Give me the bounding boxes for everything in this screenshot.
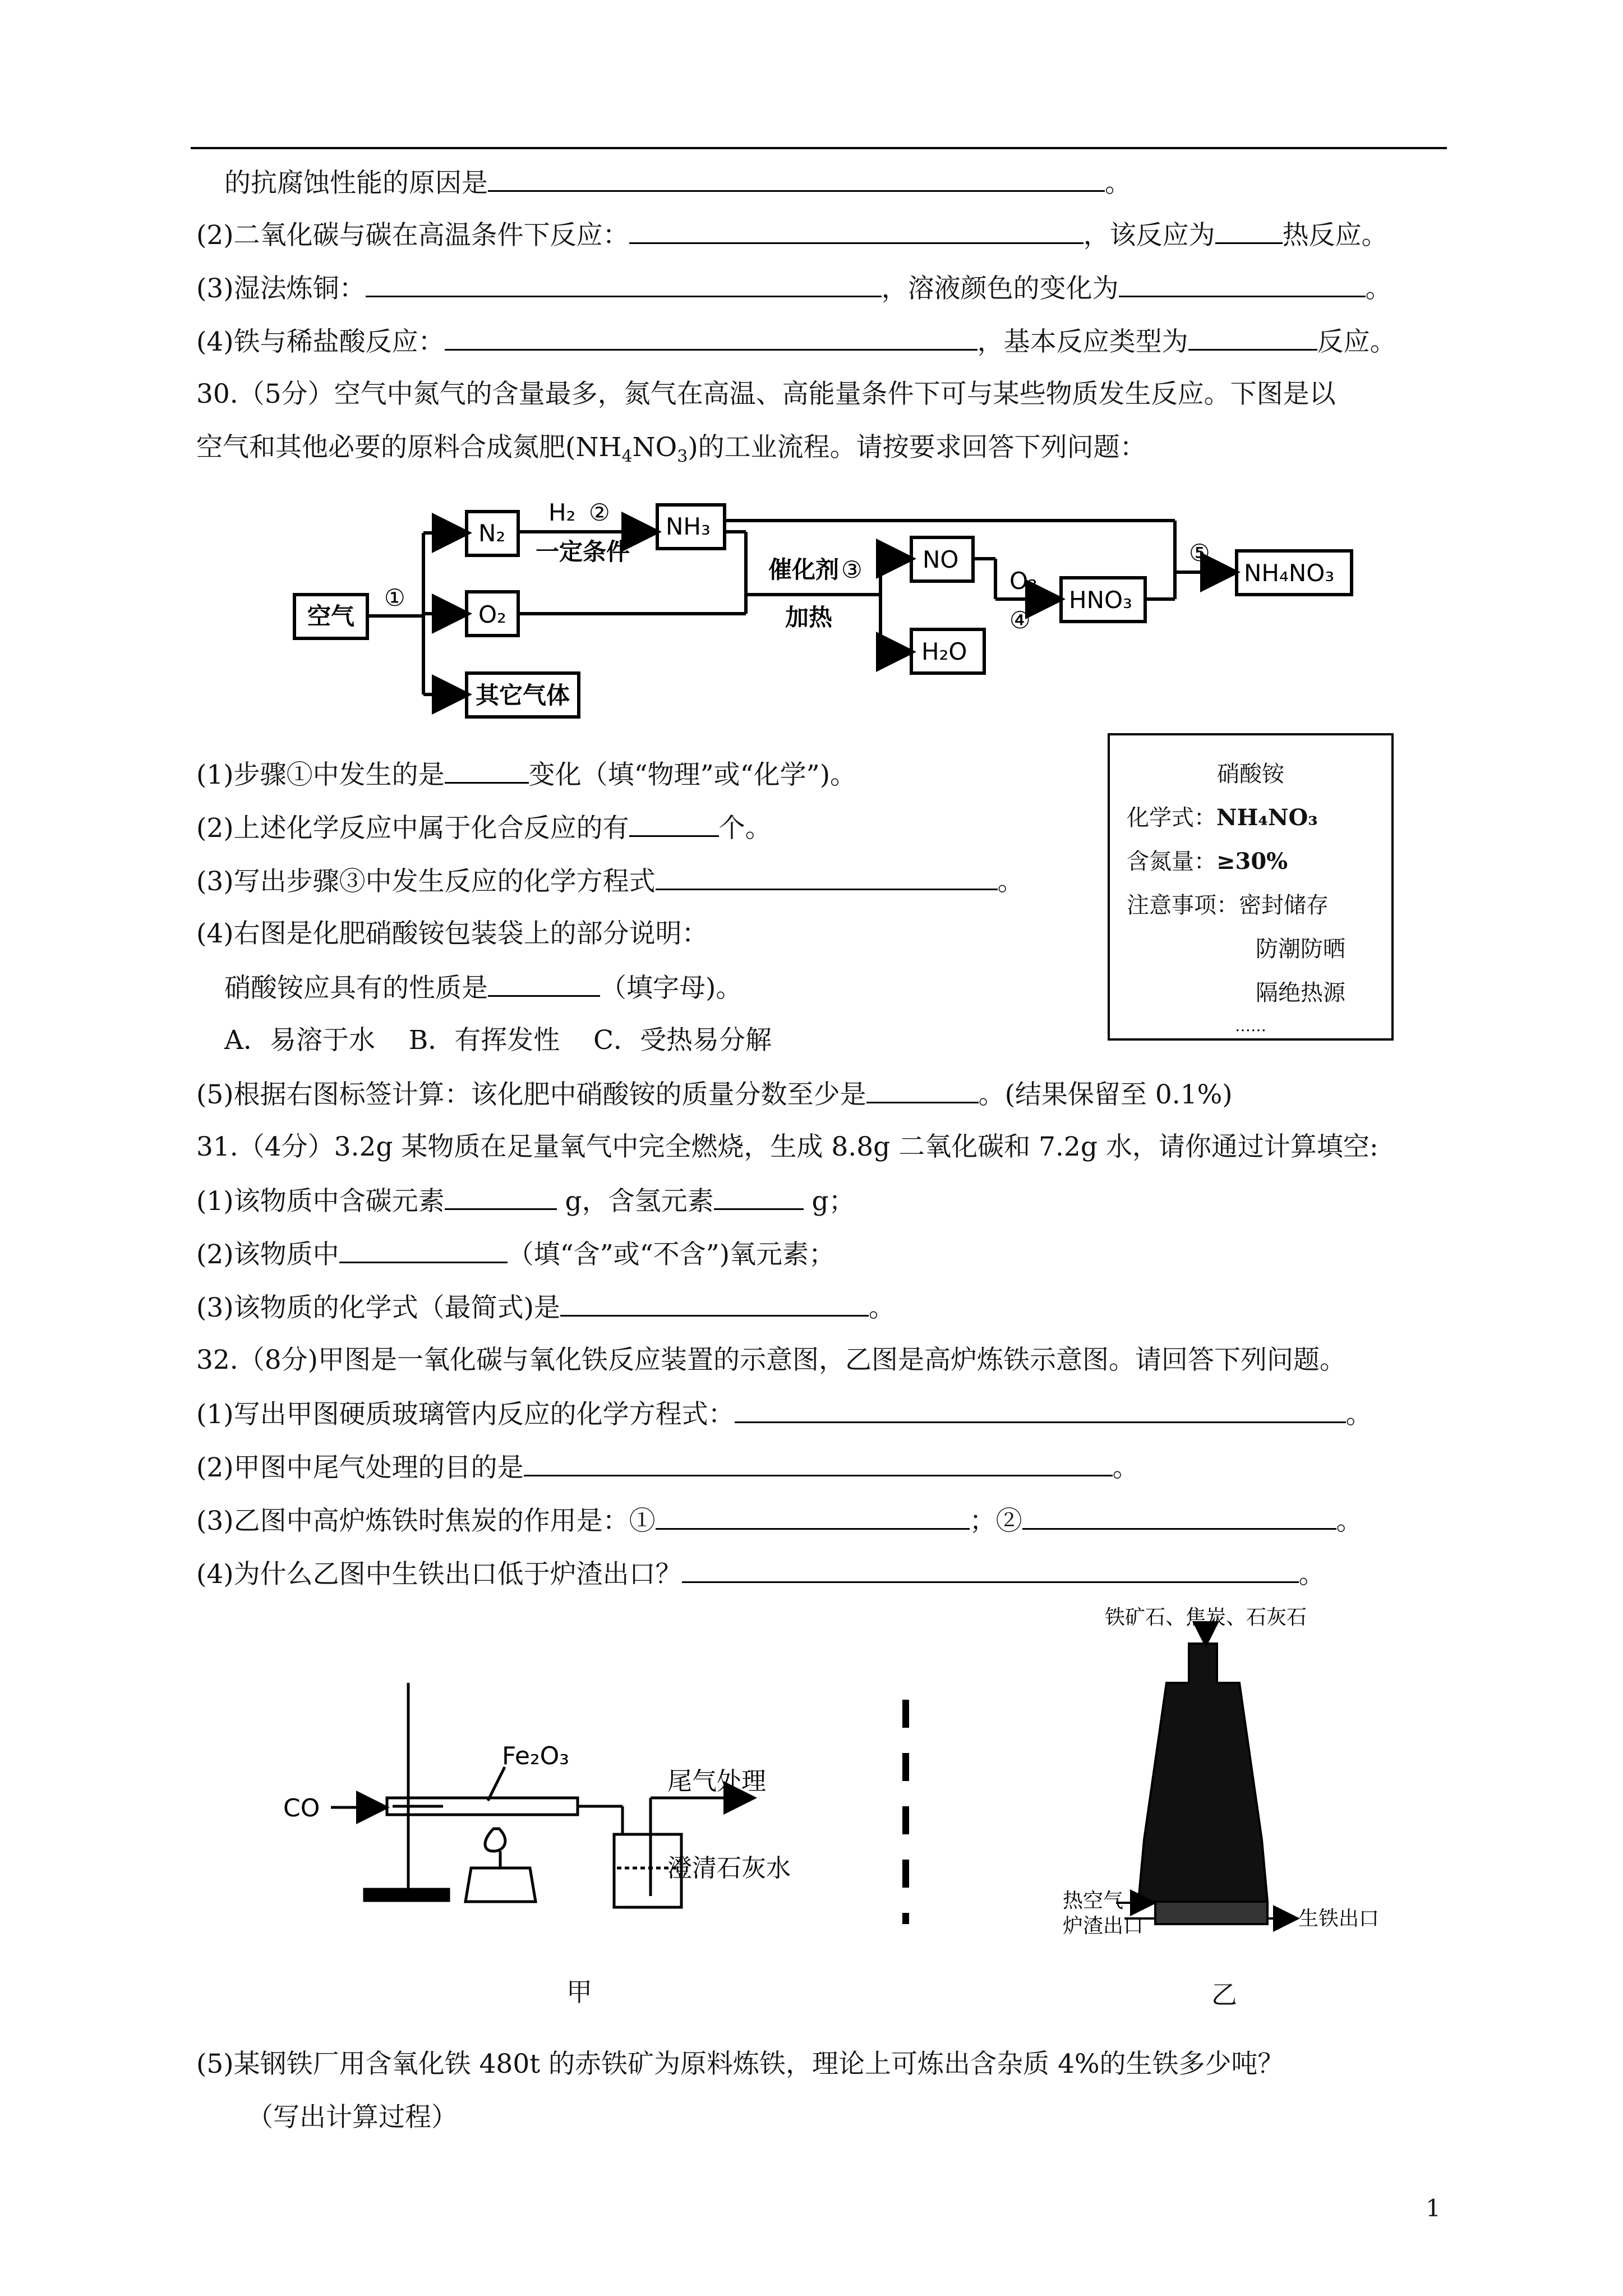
slag-outlet-label: 炉渣出口 <box>1063 1915 1144 1938</box>
exhaust-label: 尾气处理 <box>667 1767 766 1796</box>
heat-label: 加热 <box>785 604 833 631</box>
air-label: 空气 <box>307 602 355 630</box>
q30-s3: (3)写出步骤③中发生反应的化学方程式 。 <box>196 864 1024 899</box>
step4-marker: ④ <box>1009 606 1031 634</box>
co-label: CO <box>283 1794 320 1823</box>
q31-intro: 31.（4分）3.2g 某物质在足量氧气中完全燃烧，生成 8.8g 二氧化碳和 7.2g 水，请你通过计算填空: <box>196 1131 1378 1162</box>
other-gas-label: 其它气体 <box>476 682 570 709</box>
condition-label: 一定条件 <box>536 538 630 565</box>
q32-s3: (3)乙图中高炉炼铁时焦炭的作用是：① ；② 。 <box>196 1503 1363 1538</box>
iron-outlet-label: 生铁出口 <box>1298 1907 1380 1930</box>
label-note3: 隔绝热源 <box>1256 980 1345 1006</box>
furnace-input-label: 铁矿石、焦炭、石灰石 <box>1105 1606 1307 1629</box>
catalyst-label: 催化剂 <box>768 556 840 583</box>
page-number: 1 <box>1426 2194 1441 2222</box>
q32-s5: (5)某钢铁厂用含氧化铁 480t 的赤铁矿为原料炼铁，理论上可炼出含杂质 4%的生铁多少吨？ <box>196 2049 1284 2079</box>
q29-line2: (2)二氧化碳与碳在高温条件下反应： ，该反应为 热反应。 <box>196 218 1388 252</box>
h2-label: H₂ <box>548 499 576 526</box>
q30-s4b: 硝酸铵应具有的性质是 （填字母)。 <box>224 970 742 1005</box>
hno3-label: HNO₃ <box>1069 586 1132 614</box>
q31-s3: (3)该物质的化学式（最简式)是 。 <box>196 1290 895 1325</box>
fe2o3-label: Fe₂O₃ <box>502 1742 569 1770</box>
q30-s4: (4)右图是化肥硝酸铵包装袋上的部分说明： <box>196 918 708 949</box>
q32-s1: (1)写出甲图硬质玻璃管内反应的化学方程式： 。 <box>196 1397 1372 1432</box>
q29-line1: 的抗腐蚀性能的原因是 。 <box>224 165 1131 200</box>
label-formula: 化学式：NH₄NO₃ <box>1127 804 1318 831</box>
label-ellipsis: …… <box>1235 1016 1266 1035</box>
step3-marker: ③ <box>841 556 863 583</box>
q30-s5: (5)根据右图标签计算：该化肥中硝酸铵的质量分数至少是 。(结果保留至 0.1%) <box>196 1077 1233 1112</box>
label-notes: 注意事项：密封储存 <box>1127 892 1329 918</box>
nh3-label: NH₃ <box>666 513 711 540</box>
step5-marker: ⑤ <box>1189 539 1210 567</box>
o2-label: O₂ <box>478 601 506 628</box>
o2-reagent-label: O₂ <box>1009 567 1038 595</box>
q30-intro-line2: 空气和其他必要的原料合成氮肥$(NH_4NO_3)$的工业流程。请按要求回答下列问题： <box>196 432 1146 467</box>
q29-line3: (3)湿法炼铜： ，溶液颜色的变化为 。 <box>196 271 1392 306</box>
step2-marker: ② <box>589 499 610 526</box>
step1-marker: ① <box>384 584 405 611</box>
q31-s2: (2)该物质中 （填“含”或“不含”)氧元素； <box>196 1237 835 1272</box>
nh4no3-label: NH₄NO₃ <box>1244 559 1335 587</box>
q30-s2: (2)上述化学反应中属于化合反应的有 个。 <box>196 811 772 845</box>
label-note2: 防潮防晒 <box>1256 936 1345 962</box>
q30-s1: (1)步骤①中发生的是 变化（填“物理”或“化学”)。 <box>196 757 856 792</box>
n2-label: N₂ <box>478 519 506 547</box>
q32-s5b: （写出计算过程） <box>247 2102 458 2133</box>
caption-yi: 乙 <box>1211 1980 1237 2010</box>
q31-s1: (1)该物质中含碳元素 g，含氢元素 g； <box>196 1184 855 1218</box>
q30-intro-line1: 30.（5分）空气中氮气的含量最多，氮气在高温、高能量条件下可与某些物质发生反应。下图是以 <box>196 379 1336 409</box>
q32-s4: (4)为什么乙图中生铁出口低于炉渣出口？ 。 <box>196 1557 1325 1591</box>
label-title: 硝酸铵 <box>1217 761 1284 787</box>
caption-jia: 甲 <box>566 1977 592 2007</box>
h2o-label: H₂O <box>921 638 967 665</box>
q32-intro: 32.（8分)甲图是一氧化碳与氧化铁反应装置的示意图，乙图是高炉炼铁示意图。请回答下列问题。 <box>196 1345 1346 1375</box>
q30-s4-options: A．易溶于水 B．有挥发性 C．受热易分解 <box>224 1025 772 1056</box>
q29-line4: (4)铁与稀盐酸反应： ，基本反应类型为 反应。 <box>196 324 1396 359</box>
no-label: NO <box>923 546 959 573</box>
limewater-label: 澄清石灰水 <box>667 1854 791 1883</box>
label-nitrogen: 含氮量：≥30% <box>1127 848 1288 875</box>
q32-s2: (2)甲图中尾气处理的目的是 。 <box>196 1450 1139 1485</box>
hot-air-label: 热空气 <box>1063 1889 1124 1912</box>
